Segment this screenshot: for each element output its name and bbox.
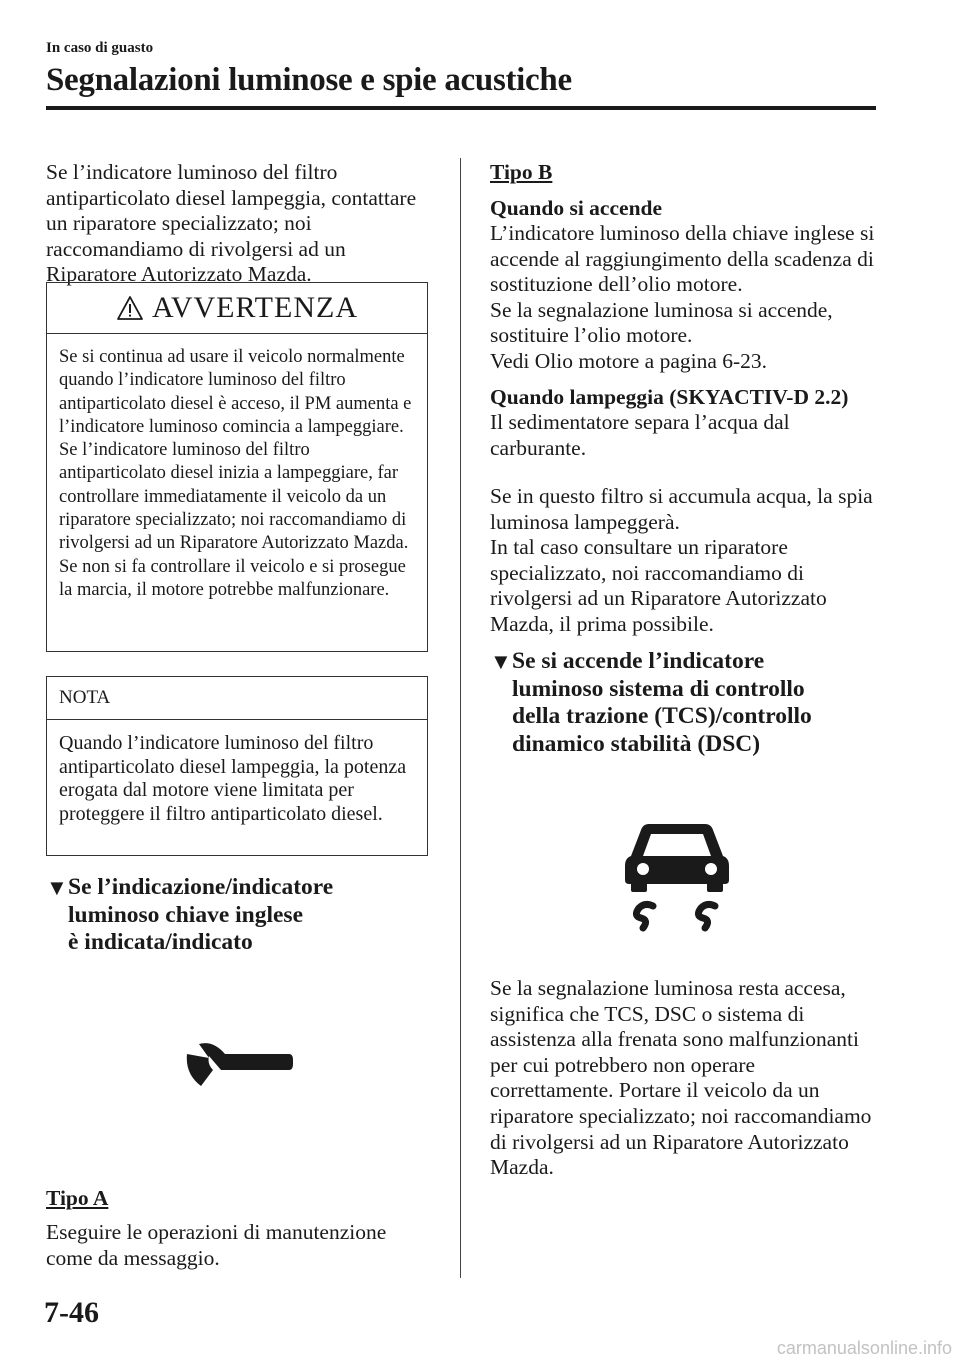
tipo-b-label: Tipo B bbox=[490, 160, 553, 184]
accende-text: L’indicatore luminoso della chiave inglese si accende al raggiungimento della scadenza di sostituzione dell’olio motore. bbox=[490, 221, 875, 297]
lampeggia-title: Quando lampeggia (SKYACTIV-D 2.2) bbox=[490, 385, 849, 409]
heading-line: della trazione (TCS)/controllo bbox=[512, 703, 812, 729]
accende-text: Se la segnalazione luminosa si accende, sostituire l’olio motore. bbox=[490, 297, 833, 348]
warning-header bbox=[47, 283, 427, 334]
page-number: 7-46 bbox=[44, 1296, 99, 1329]
tcs-heading bbox=[490, 648, 882, 758]
lampeggia-block bbox=[490, 484, 882, 638]
heading-line: è indicata/indicato bbox=[68, 929, 253, 955]
wrench-icon bbox=[185, 1040, 295, 1098]
tipo-a-label: Tipo A bbox=[46, 1186, 109, 1210]
heading-line: dinamico stabilità (DSC) bbox=[512, 730, 761, 757]
lampeggia-text: Il sedimentatore separa l’acqua dal carburante. bbox=[490, 410, 790, 460]
warning-triangle-icon bbox=[116, 295, 144, 321]
section-label: In caso di guasto bbox=[46, 40, 154, 56]
title-rule bbox=[46, 106, 876, 110]
warning-text: Se si continua ad usare il veicolo normalmente quando l’indicatore luminoso del filtro antiparticolato diesel è acceso, il PM aumenta e l’indicatore luminoso comincia a lampeggiare. Se l’indicatore luminoso del filtro antiparticolato diesel inizia a lampeggiare, far controllare immediatamente il veicolo da un riparatore specializzato; noi raccomandiamo di rivolgersi ad un Riparatore Autorizzato Mazda. Se non si fa controllare il veicolo e si prosegue la marcia, il motore potrebbe malfunzionare. bbox=[59, 347, 412, 600]
heading-marker: ▼ bbox=[46, 875, 68, 900]
note-box bbox=[46, 676, 428, 856]
warning-title: AVVERTENZA bbox=[152, 291, 358, 324]
page-title: Segnalazioni luminose e spie acustiche bbox=[46, 62, 572, 98]
heading-line: luminoso sistema di controllo bbox=[512, 675, 805, 702]
tcs-skid-car-icon bbox=[615, 818, 739, 934]
accende-text: Vedi Olio motore a pagina 6-23. bbox=[490, 348, 768, 373]
tcs-text: Se la segnalazione luminosa resta accesa, significa che TCS, DSC o sistema di assistenza alla frenata sono malfunzionanti per cui potrebbero non operare correttamente. Portare il veicolo da un riparatore specializzato; noi raccomandiamo di rivolgersi ad un Riparatore Autorizzato Mazda. bbox=[490, 976, 872, 1180]
note-header: NOTA bbox=[47, 677, 427, 720]
accende-title: Quando si accende bbox=[490, 196, 663, 220]
lampeggia-text: In tal caso consultare un riparatore specializzato, noi raccomandiamo di rivolgersi ad un Riparatore Autorizzato Mazda, il prima possibile. bbox=[490, 535, 827, 636]
column-divider bbox=[460, 158, 461, 1278]
heading-line: luminoso chiave inglese bbox=[68, 901, 304, 928]
intro-paragraph: Se l’indicatore luminoso del filtro antiparticolato diesel lampeggia, contattare un riparatore specializzato; noi raccomandiamo di rivolgersi ad un Riparatore Autorizzato Mazda. bbox=[46, 160, 417, 287]
note-text: Quando l’indicatore luminoso del filtro antiparticolato diesel lampeggia, la potenza erogata dal motore viene limitata per proteggere il filtro antiparticolato diesel. bbox=[59, 732, 407, 825]
warning-box bbox=[46, 282, 428, 652]
heading-line: Se si accende l’indicatore bbox=[512, 648, 765, 674]
accende-block bbox=[490, 221, 882, 375]
wrench-heading bbox=[46, 874, 438, 957]
heading-line: Se l’indicazione/indicatore bbox=[68, 874, 334, 900]
heading-marker: ▼ bbox=[490, 649, 512, 674]
tipo-a-text: Eseguire le operazioni di manutenzione come da messaggio. bbox=[46, 1220, 387, 1270]
watermark: carmanualsonline.info bbox=[776, 1338, 952, 1358]
lampeggia-text: Se in questo filtro si accumula acqua, la spia luminosa lampeggerà. bbox=[490, 484, 873, 534]
